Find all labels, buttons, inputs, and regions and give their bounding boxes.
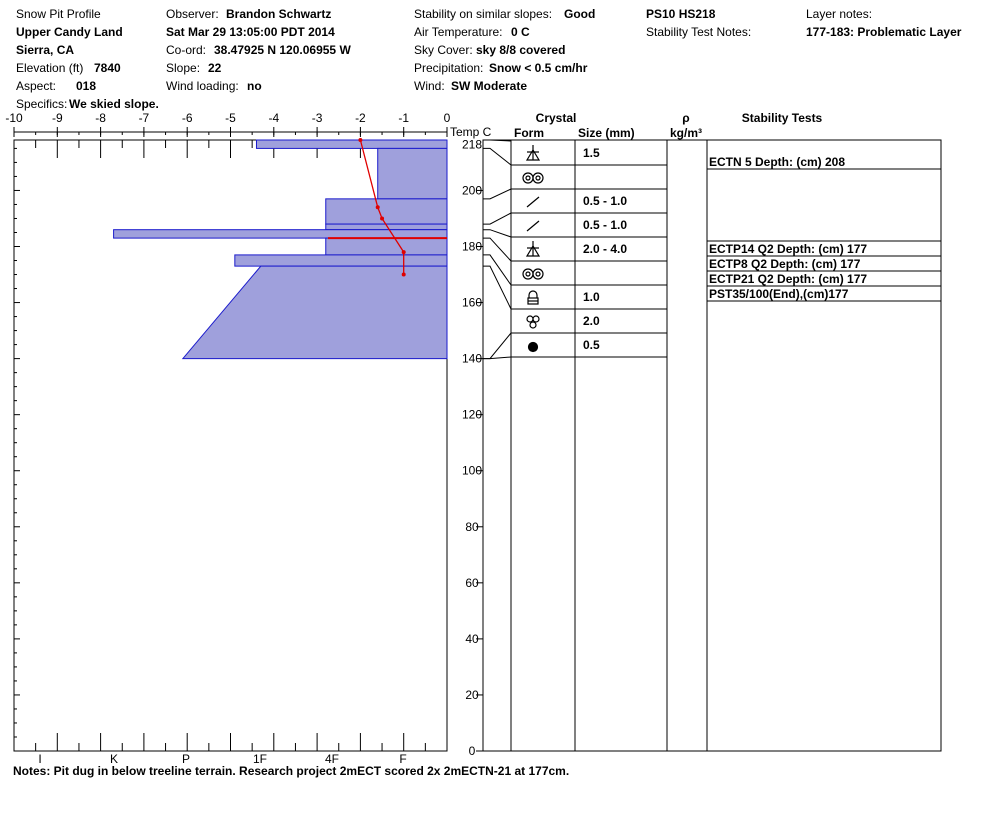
depth-tick-label: 20	[465, 687, 479, 702]
layer-table-frame	[483, 140, 941, 751]
hardness-label: 1F	[252, 752, 268, 766]
observer-label: Observer:	[166, 7, 219, 21]
air-temp-value: 0 C	[511, 25, 530, 39]
temperature-point	[358, 138, 362, 142]
hardness-layer	[235, 255, 447, 266]
wind-value: SW Moderate	[451, 79, 528, 93]
slash-icon	[527, 221, 539, 231]
layer-connector	[483, 333, 511, 359]
slope-label: Slope:	[166, 61, 201, 75]
hardness-label: 4F	[324, 752, 340, 766]
density-header: ρ	[682, 111, 690, 125]
hardness-layer	[326, 199, 447, 224]
decomposing-icon	[527, 241, 539, 256]
layer-notes-label: Layer notes:	[806, 7, 873, 21]
decomposing-icon	[527, 145, 539, 160]
crystal-header: Crystal	[535, 111, 577, 125]
stability-label: Stability on similar slopes:	[414, 7, 553, 21]
slope-value: 22	[208, 61, 222, 75]
layer-connector	[483, 238, 511, 261]
temp-tick-label: -10	[5, 111, 23, 125]
layer-size: 0.5 - 1.0	[583, 194, 628, 208]
sky-value: sky 8/8 covered	[476, 43, 566, 57]
temp-tick-label: -1	[398, 111, 410, 125]
elevation-label: Elevation (ft)	[16, 61, 84, 75]
melt-freeze-icon	[527, 316, 539, 328]
depth-tick-label: 100	[461, 463, 483, 478]
hardness-layer	[256, 140, 447, 148]
rounded-grains-icon	[523, 173, 543, 183]
hardness-layer	[183, 266, 447, 358]
size-header: Size (mm)	[578, 126, 635, 140]
precip-label: Precipitation:	[414, 61, 484, 75]
temp-tick-label: -9	[51, 111, 63, 125]
notes: Notes: Pit dug in below treeline terrain. Research project 2mECT scored 2x 2mECTN-21 at 177cm.	[13, 764, 570, 778]
rounded-grains-icon	[523, 269, 543, 279]
wind-loading-label: Wind loading:	[166, 79, 239, 93]
layer-size: 1.5	[583, 146, 600, 160]
stability-value: Good	[564, 7, 596, 21]
depth-tick-label: 0	[468, 744, 476, 758]
depth-tick-label: 200	[461, 183, 483, 198]
coord-label: Co-ord:	[166, 43, 207, 57]
specifics-value: We skied slope.	[69, 97, 159, 111]
layer-notes-value: 177-183: Problematic Layer	[806, 25, 962, 39]
wind-loading-value: no	[247, 79, 262, 93]
sky-label: Sky Cover:	[414, 43, 473, 57]
form-header: Form	[514, 126, 544, 140]
profile-title: Snow Pit Profile	[16, 7, 101, 21]
depth-tick-label: 120	[461, 407, 483, 422]
observation-datetime: Sat Mar 29 13:05:00 PDT 2014	[166, 25, 335, 39]
layer-size: 2.0	[583, 314, 600, 328]
faceted-icon	[528, 291, 538, 304]
stability-tests-header: Stability Tests	[741, 111, 823, 125]
density-unit-header: kg/m³	[669, 126, 703, 140]
ps-hs: PS10 HS218	[646, 7, 716, 21]
wind-label: Wind:	[414, 79, 445, 93]
hardness-label: I	[38, 752, 42, 766]
graupel-icon	[529, 343, 538, 352]
location: Upper Candy Land	[16, 25, 123, 39]
temp-unit-label: Temp C	[450, 125, 492, 139]
stability-test-entry: ECTP8 Q2 Depth: (cm) 177	[709, 257, 861, 271]
layer-connector	[483, 357, 511, 359]
hardness-layer	[326, 238, 447, 255]
layer-size: 0.5	[583, 338, 600, 352]
layer-size: 0.5 - 1.0	[583, 218, 628, 232]
observer-value: Brandon Schwartz	[226, 7, 332, 21]
depth-tick-label: 160	[461, 295, 483, 310]
layer-connector	[483, 213, 511, 224]
layer-connector	[483, 189, 511, 199]
elevation-value: 7840	[94, 61, 121, 75]
layer-size: 1.0	[583, 290, 600, 304]
layer-connector	[483, 148, 511, 165]
temp-tick-label: -4	[268, 111, 280, 125]
air-temp-label: Air Temperature:	[414, 25, 503, 39]
temp-tick-label: -7	[138, 111, 150, 125]
depth-tick-label: 180	[461, 239, 483, 254]
precip-value: Snow < 0.5 cm/hr	[489, 61, 588, 75]
coord-value: 38.47925 N 120.06955 W	[214, 43, 351, 57]
depth-tick-label: 60	[465, 575, 479, 590]
depth-tick-label: 40	[465, 631, 479, 646]
temp-tick-label: -8	[95, 111, 106, 125]
stability-test-entry: ECTN 5 Depth: (cm) 208	[709, 155, 846, 169]
aspect-value: 018	[76, 79, 97, 93]
stability-test-entry: ECTP14 Q2 Depth: (cm) 177	[709, 242, 868, 256]
hardness-label: P	[181, 752, 191, 766]
stability-test-entry: ECTP21 Q2 Depth: (cm) 177	[709, 272, 868, 286]
temp-tick-label: -5	[225, 111, 236, 125]
temperature-point	[380, 216, 384, 220]
temp-tick-label: 0	[443, 111, 451, 125]
layer-connector	[483, 230, 511, 237]
slash-icon	[527, 197, 539, 207]
depth-tick-label: 80	[465, 519, 479, 534]
temperature-point	[402, 250, 406, 254]
hardness-layer	[114, 230, 447, 238]
hardness-label: F	[399, 752, 407, 766]
temp-tick-label: -2	[355, 111, 366, 125]
temp-tick-label: -6	[181, 111, 193, 125]
depth-tick-label: 140	[461, 351, 483, 366]
temperature-point	[376, 205, 380, 209]
hardness-label: K	[109, 752, 119, 766]
layer-connector	[483, 266, 511, 309]
layer-size: 2.0 - 4.0	[583, 242, 628, 256]
aspect-label: Aspect:	[16, 79, 57, 93]
specifics-label: Specifics:	[16, 97, 68, 111]
temp-tick-label: -3	[311, 111, 323, 125]
stability-notes-label: Stability Test Notes:	[646, 25, 752, 39]
hardness-layer	[378, 148, 447, 198]
region: Sierra, CA	[16, 43, 75, 57]
depth-top-label: 218	[461, 137, 483, 152]
temperature-point	[402, 273, 406, 277]
stability-test-entry: PST35/100(End),(cm)177	[709, 287, 849, 301]
